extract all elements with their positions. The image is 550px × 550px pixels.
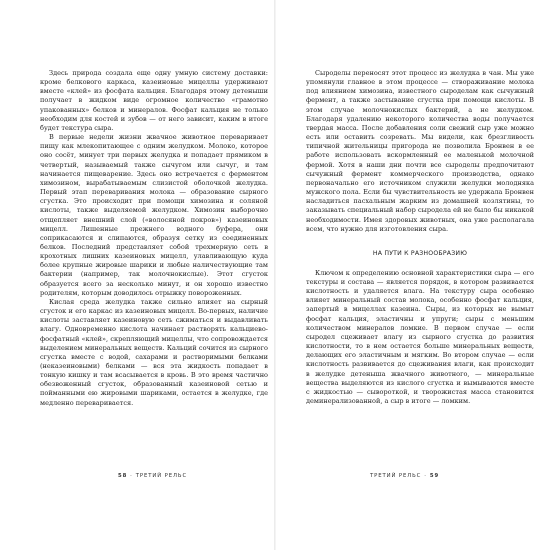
folio-separator: · bbox=[130, 473, 133, 479]
right-running-title: ТРЕТИЙ РЕЛЬС bbox=[370, 473, 422, 479]
page-gutter bbox=[274, 0, 276, 550]
left-paragraph-1: Здесь природа создала еще одну умную систему доставки: кроме белкового каркаса, казеиновые мицеллы удерживают вместе «клей» из фосфата кальция. Благодаря этому детеныши получает в жидком виде огромное количество «грамотно упакованных» белков и минералов. Фосфат кальция не только необходим для костей и зубов — от него зависит, каким в итоге будет текстура сыра. bbox=[40, 69, 268, 132]
right-page bbox=[306, 69, 534, 406]
left-folio bbox=[118, 473, 187, 479]
left-page-number: 58 bbox=[118, 473, 128, 479]
left-paragraph-3: Кислая среда желудка также сильно влияет на сырный сгусток и его каркас из казеиновых мицелл. Во-первых, наличие кислоты заставляет казеиновую сеть сжиматься и выдавливать влагу. Одновременно кислота начинает растворять кальциево-фосфатный «клей», скрепляющий мицеллы, что сопровождается выделением минеральных веществ. Кальций сочится из сырного сгустка вместе с водой, сахарами и растворимыми белками (неказеиновыми) белками — вся эта жидкость попадает в тонкую кишку и там всасывается в кровь. В это время частично обезвоженный сгусток, образованный казеиновой сетью и пойманными ею жировыми шариками, остается в желудке, где медленно переваривается. bbox=[40, 297, 268, 407]
right-folio bbox=[370, 473, 439, 479]
folio-separator: · bbox=[424, 473, 427, 479]
right-paragraph-1: Сыроделы переносят этот процесс из желудка в чан. Мы уже упомянули главное в этом процессе — створаживание молока под влиянием химозина, известного сыроделам как сычужный фермент, а также застывание сгустка при помощи кислоты. В этом случае молочнокислых бактерий, а не желудком. Благодаря удалению некоторого количества воды получается твердая масса. После добавления соли свежий сыр уже можно есть или оставить созревать. Мы видели, как брезгливость типичной жительницы пригорода не позволила Бронвен в ее работе использовать вскормленный ее маленькой молочной фермой. Хотя в наши дни почти все сыроделы предпочитают сычужный фермент коммерческого производства, однако первоначально его источником служили желудки молодняка мужского пола. Если бы чувствительность не удержала Бронвен насладиться пасхальным жарким из домашней козлятины, то заказывать специальный набор сыродела ей не было бы никакой необходимости. Имея здоровых животных, она уже располагала всем, что нужно для изготовления сыра. bbox=[306, 69, 534, 233]
left-page bbox=[40, 69, 268, 408]
section-heading: НА ПУТИ К РАЗНООБРАЗИЮ bbox=[372, 249, 468, 257]
left-paragraph-2: В первые недели жизни жвачное животное переваривает пищу как млекопитающее с одним желудком. Молоко, которое оно сосёт, минует три первых желудка и попадает прямиком в четвертый, называемый также сычугом или сычуг, и там начинается пищеварение. Здесь оно встречается с ферментом химозином, вырабатываемым слизистой оболочкой желудка. Первый этап переваривания молока — образование сырного сгустка. Это происходит при помощи химозина и соляной кислоты, также выделяемой желудком. Химозин выборочно отщепляет внешний слой («волосяной покров») казеиновых мицелл. Лишенные прежнего водного буфера, они соприкасаются и слипаются, образуя сетку из соединенных белков. Последний представляет собой трехмерную сеть в крохотных лишних казеиновых мицелл, улавливающую куда более крупные жировые шарики и любые наличествующие там бактерии (например, так молочнокислые). Этот сгусток образуется всего за несколько минут, и он хорошо известно родителям, которым доводилось отрыжку повороженных. bbox=[40, 133, 268, 297]
right-paragraph-2: Ключом к определению основной характеристики сыра — его текстуры и состава — является порядок, в котором развивается кислотность и удаляется влага. На текстуру сыра особенно влияет минеральный состав молока, особенно фосфат кальция, запертый в мицеллах казеина. Сыры, из которых не вымыт фосфат кальция, эластичны и упруги; сыры с меньшим количеством минералов ломкие. В первом случае — если сыродел сцеживает влагу из сырного сгустка до развития кислотности, то в нем остается больше минеральных веществ, делающих его эластичным и мягким. Во втором случае — если кислотность развивается до сцеживания влаги, как происходит в желудке детеныша жвачного животного, — минеральные вещества выделяются из кислого сгустка и вымываются вместе с жидкостью — сывороткой, и творожистая масса становится деминерализованной, а сыр в итоге — ломким. bbox=[306, 268, 534, 405]
left-running-title: ТРЕТИЙ РЕЛЬС bbox=[135, 473, 188, 479]
right-page-number: 59 bbox=[429, 473, 440, 479]
